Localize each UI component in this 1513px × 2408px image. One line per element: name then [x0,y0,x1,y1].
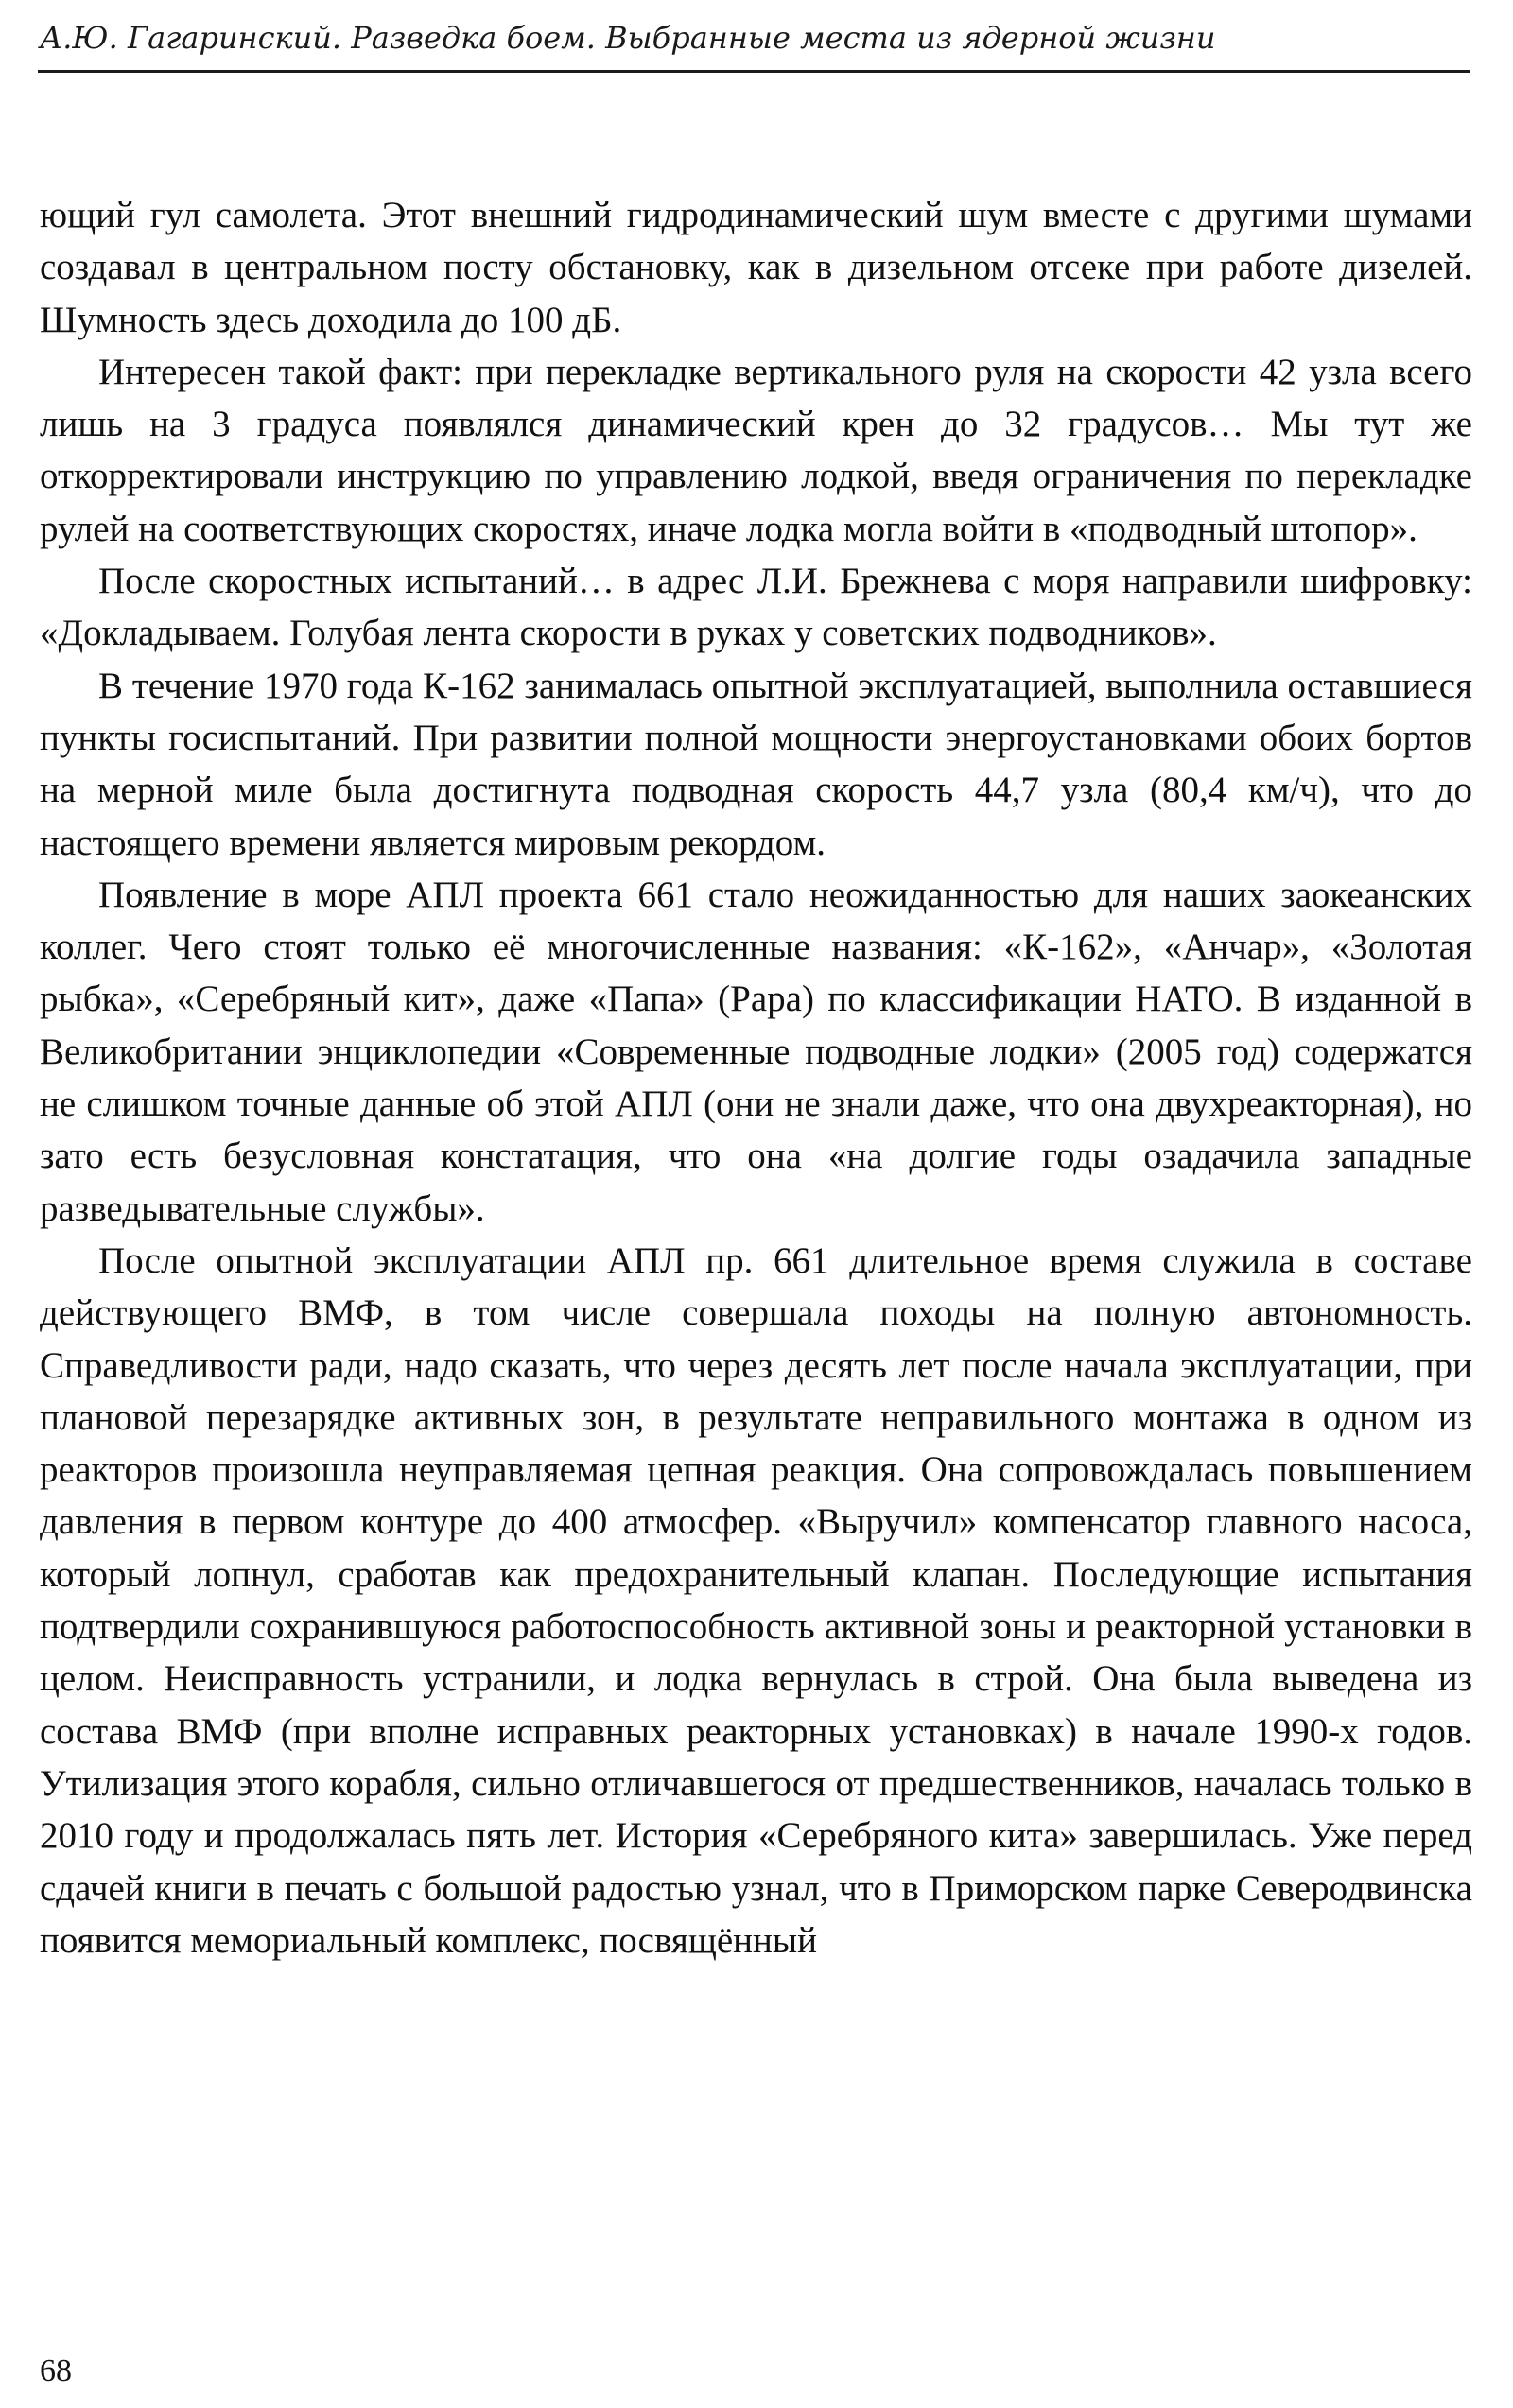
paragraph: Интересен такой факт: при перекладке вертикального руля на скорости 42 узла всего лишь на 3 градуса появлялся динамический крен до 32 градусов… Мы тут же откорректировали инструкцию по управлению лодкой, введя ограничения по перекладке рулей на соответствующих скоростях, иначе лодка могла войти в «подводный штопор». [40,351,1472,549]
paragraph: В течение 1970 года К-162 занималась опытной эксплуатацией, выполнила оставшиеся пункты госиспытаний. При развитии полной мощности энергоустановками обоих бортов на мерной миле была достигнута подводная скорость 44,7 узла (80,4 км/ч), что до настоящего времени является мировым рекордом. [40,665,1472,863]
header-divider [38,70,1470,73]
paragraph: После скоростных испытаний… в адрес Л.И. Брежнева с моря направили шифровку: «Докладываем. Голубая лента скорости в руках у советских подводников». [40,561,1472,654]
body-text [40,189,1472,1966]
paragraph: После опытной эксплуатации АПЛ пр. 661 длительное время служила в составе действующего ВМФ, в том числе совершала походы на полную автономность. Справедливости ради, надо сказать, что через десять лет после начала эксплуатации, при плановой перезарядке активных зон, в результате неправильного монтажа в одном из реакторов произошла неуправляемая цепная реакция. Она сопровождалась повышением давления в первом контуре до 400 атмосфер. «Выручил» компенсатор главного насоса, который лопнул, сработав как предохранительный клапан. Последующие испытания подтвердили сохранившуюся работоспособность активной зоны и реакторной установки в целом. Неисправность устранили, и лодка вернулась в строй. Она была выведена из состава ВМФ (при вполне исправных реакторных установках) в начале 1990-х годов. Утилизация этого корабля, сильно отличавшегося от предшественников, началась только в 2010 году и продолжалась пять лет. История «Серебряного кита» завершилась. Уже перед сдачей книги в печать с большой радостью узнал, что в Приморском парке Северодвинска появится мемориальный комплекс, посвящённый [40,1239,1472,1961]
running-header: А.Ю. Гагаринский. Разведка боем. Выбранные места из ядерной жизни [40,20,1216,56]
page-number: 68 [40,2353,72,2388]
paragraph: ющий гул самолета. Этот внешний гидродинамический шум вместе с другими шумами создавал в центральном посту обстановку, как в дизельном отсеке при работе дизелей. Шумность здесь доходила до 100 дБ. [40,195,1472,340]
paragraph: Появление в море АПЛ проекта 661 стало неожиданностью для наших заокеанских коллег. Чего стоят только её многочисленные названия: «К-162», «Анчар», «Золотая рыбка», «Серебряный кит», даже «Папа» (Papa) по классификации НАТО. В изданной в Великобритании энциклопедии «Современные подводные лодки» (2005 год) содержатся не слишком точные данные об этой АПЛ (они не знали даже, что она двухреакторная), но зато есть безусловная констатация, что она «на долгие годы озадачила западные разведывательные службы». [40,874,1472,1229]
